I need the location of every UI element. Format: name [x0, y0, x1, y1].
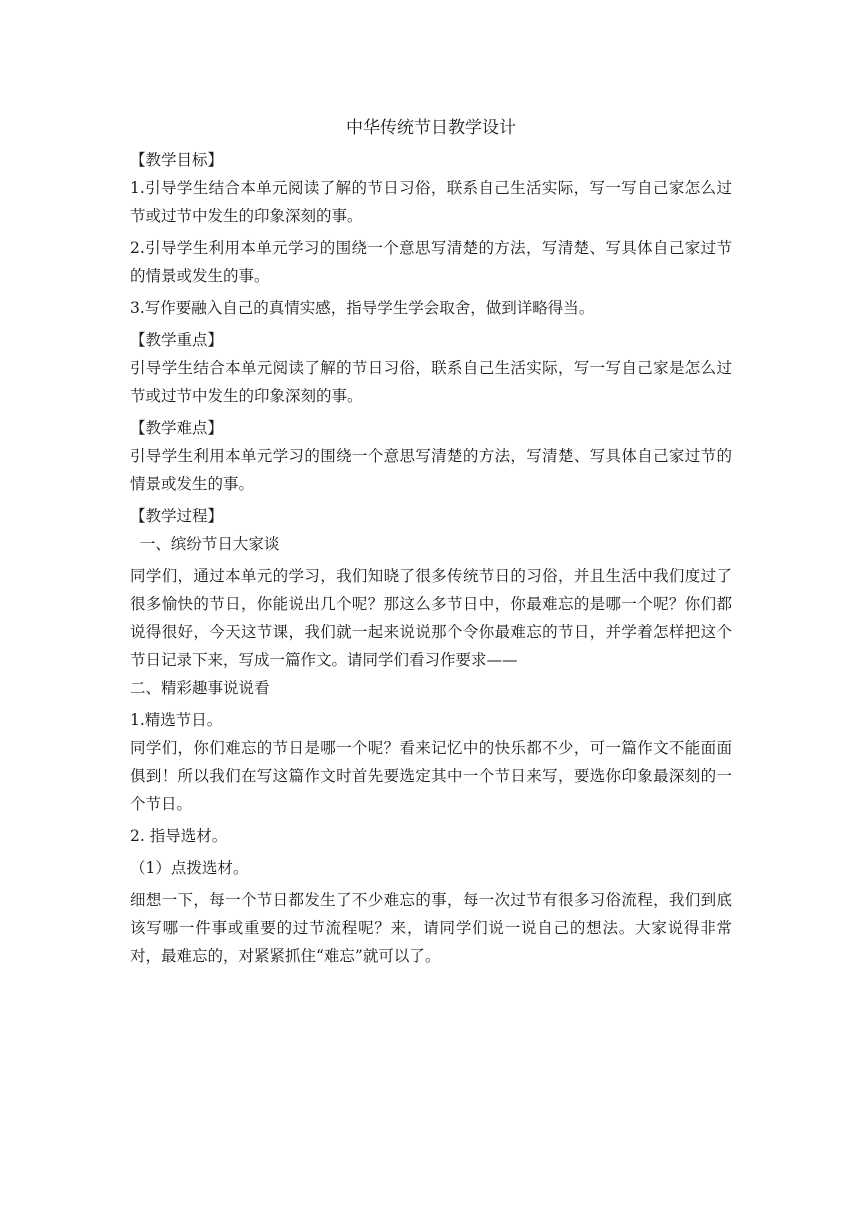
- objective-1: 1.引导学生结合本单元阅读了解的节日习俗，联系自己生活实际，写一写自己家怎么过节或过节中发生的印象深刻的事。: [130, 179, 732, 225]
- substep-guide-material: 2. 指导选材。: [130, 827, 228, 845]
- process-step-1-text: 同学们，通过本单元的学习，我们知晓了很多传统节日的习俗，并且生活中我们度过了很多愉快的节日，你能说出几个呢？那这么多节日中，你最难忘的是哪一个呢？你们都说得很好，今天这节课，我们就一起来说说那个令你最难忘的节日，并学着怎样把这个节日记录下来，写成一篇作文。请同学们看习作要求——: [130, 567, 732, 669]
- section-heading-key-points: 【教学重点】: [130, 331, 224, 349]
- key-points-text: 引导学生结合本单元阅读了解的节日习俗，联系自己生活实际，写一写自己家是怎么过节或过节中发生的印象深刻的事。: [130, 359, 732, 405]
- section-heading-difficulties: 【教学难点】: [130, 419, 224, 437]
- substep-point-material: （1）点拨选材。: [130, 859, 249, 877]
- section-heading-process: 【教学过程】: [130, 507, 224, 525]
- substep-select-festival: 1.精选节日。: [130, 711, 223, 729]
- objective-3: 3.写作要融入自己的真情实感，指导学生学会取舍，做到详略得当。: [130, 299, 595, 317]
- difficulties-text: 引导学生利用本单元学习的围绕一个意思写清楚的方法，写清楚、写具体自己家过节的情景或发生的事。: [130, 447, 732, 493]
- select-festival-text: 同学们，你们难忘的节日是哪一个呢？看来记忆中的快乐都不少，可一篇作文不能面面俱到！所以我们在写这篇作文时首先要选定其中一个节日来写，要选你印象最深刻的一个节日。: [130, 739, 732, 813]
- point-material-text: 细想一下，每一个节日都发生了不少难忘的事，每一次过节有很多习俗流程，我们到底该写哪一件事或重要的过节流程呢？来，请同学们说一说自己的想法。大家说得非常对，最难忘的，对紧紧抓住“难忘”就可以了。: [130, 891, 732, 965]
- document-body: [130, 114, 732, 970]
- document-title: 中华传统节日教学设计: [346, 118, 516, 138]
- process-step-1-heading: 一、缤纷节日大家谈: [130, 535, 280, 553]
- section-heading-objectives: 【教学目标】: [130, 151, 224, 169]
- objective-2: 2.引导学生利用本单元学习的围绕一个意思写清楚的方法，写清楚、写具体自己家过节的情景或发生的事。: [130, 239, 732, 285]
- process-step-2-heading: 二、精彩趣事说说看: [130, 679, 270, 697]
